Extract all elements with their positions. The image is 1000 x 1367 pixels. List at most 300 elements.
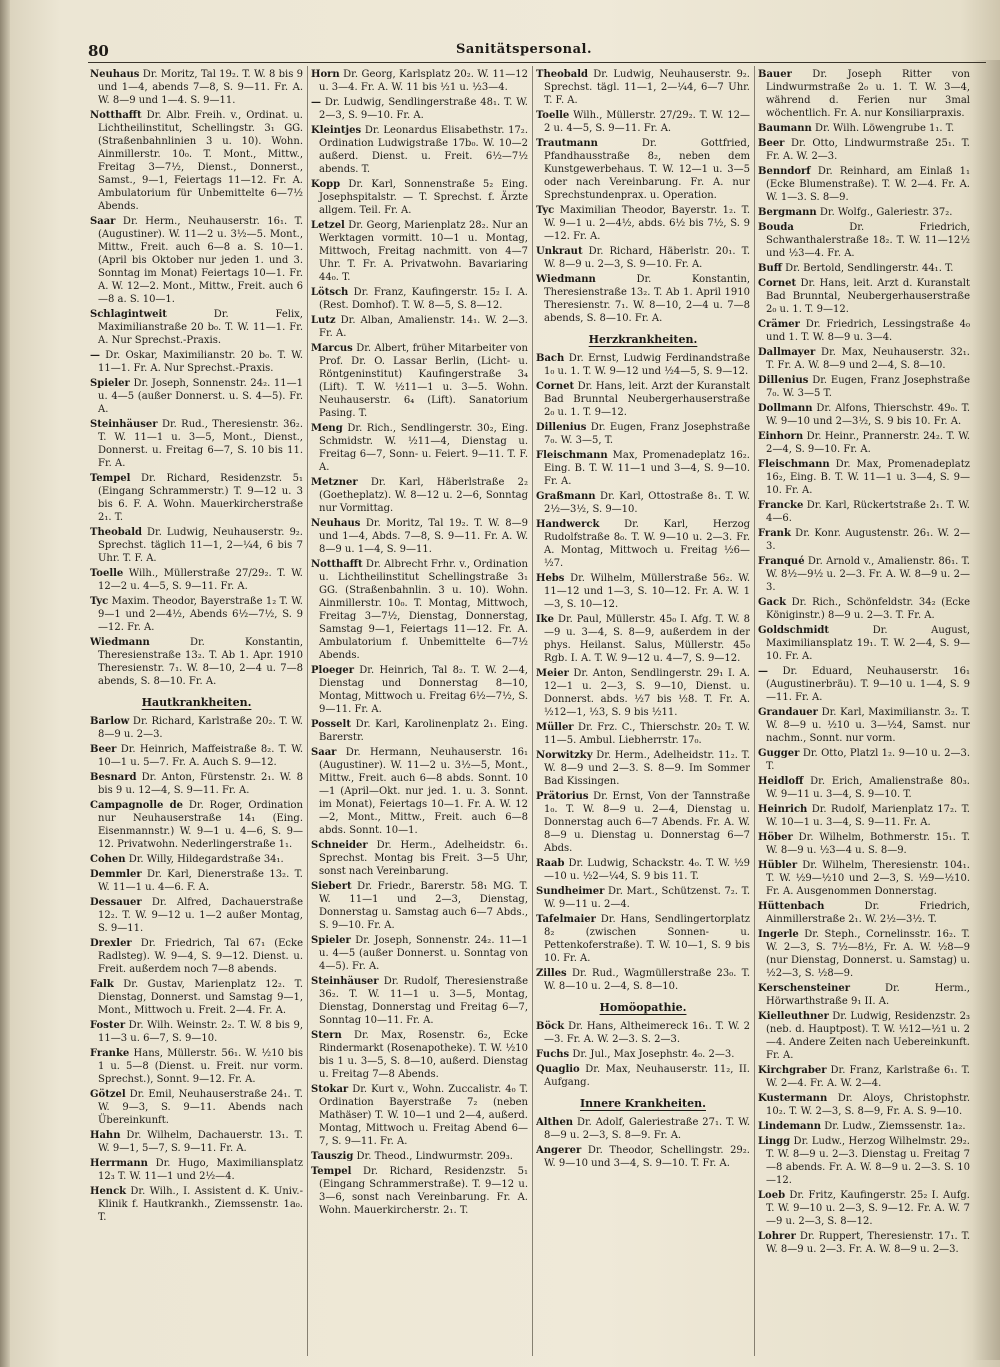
directory-entry — [536, 109, 750, 135]
entry-details: Dr. Bertold, Sendlingerstr. 44₁. T. — [785, 263, 954, 274]
entry-name: Fuchs — [536, 1049, 570, 1060]
directory-entry — [90, 472, 303, 524]
entry-name: Franke — [90, 1048, 130, 1059]
entry-name: Toelle — [90, 568, 124, 579]
entry-name: Frank — [758, 528, 791, 539]
entry-name: Beer — [90, 744, 117, 755]
entry-details: Dr. Emil, Neuhauserstraße 24₁. T. W. 9—3, S. 9—11. Abends nach Übereinkunft. — [98, 1089, 303, 1126]
entry-name: Quaglio — [536, 1064, 580, 1075]
entry-details: Dr. Paul, Müllerstr. 45₀ I. Afg. T. W. 8—9 u. 3—4, S. 8—9, außerdem in der phys. Heilanst. Salus, Müllerstr. 45₀ Rgb. I. A. T. W. 9—12 u. 4—7, S. 9—12. — [544, 614, 750, 664]
directory-entry — [90, 1157, 303, 1183]
entry-details: Dr. Friedrich, Tal 67₁ (Ecke Radlsteg). W. 9—4, S. 9—12. Dienst. u. Freit. außerdem noch 7—8 abends. — [98, 938, 303, 975]
entry-name: Kirchgraber — [758, 1065, 827, 1076]
column-4 — [758, 68, 970, 1358]
entry-details: Dr. Max, Neuhauserstr. 32₁. T. Fr. A. W. 8—9 und 2—4, S. 8—10. — [766, 347, 970, 371]
entry-details: Dr. Theodor, Schellingstr. 29₂. W. 9—10 und 3—4, S. 9—10. T. Fr. A. — [544, 1145, 750, 1169]
entry-name: Steinhäuser — [311, 976, 379, 987]
entry-name: Dillenius — [536, 422, 587, 433]
entry-name: Tempel — [311, 1166, 352, 1177]
directory-entry — [536, 1144, 750, 1170]
directory-entry — [536, 749, 750, 788]
entry-details: Dr. Fritz, Kaufingerstr. 25₂ I. Aufg. T. W. 9—10 u. 2—3, S. 9—12. Fr. A. W. 7—9 u. 2—3, S. 8—12. — [766, 1190, 970, 1227]
entry-name: Henck — [90, 1186, 127, 1197]
entry-details: Dr. Anton, Sendlingerstr. 29₁ I. A. 12—1 u. 2—3, S. 9—10, Dienst. u. Donnerst. abds. ½7 bis ½8. T. Fr. A. ½12—1, ½3, S. 9 bis ½11. — [544, 668, 750, 718]
entry-details: Dr. Wilh. Löwengrube 1₁. T. — [815, 123, 955, 134]
entry-name: Barlow — [90, 716, 130, 727]
entry-details: Dr. Ludwig, Neuhauserstr. 9₂. Sprechst. tägl. 11—1, 2—¼4, 6—7 Uhr. T. F. A. — [544, 69, 750, 106]
entry-name: Toelle — [536, 110, 570, 121]
entry-name: Bach — [536, 353, 565, 364]
directory-entry — [758, 68, 970, 120]
entry-details: Dr. Steph., Cornelinsstr. 16₂. T. W. 2—3, S. 7½—8½, Fr. A. W. ½8—9 (nur Dienstag, Donnerst. u. Samstag) u. ½2—3, S. ½8—9. — [766, 929, 970, 979]
directory-entry — [758, 596, 970, 622]
entry-name: Wiedmann — [536, 274, 596, 285]
entry-name: — — [311, 97, 321, 108]
entry-details: Dr. Jul., Max Josephstr. 4₀. 2—3. — [572, 1049, 735, 1060]
entry-name: Heidloff — [758, 776, 804, 787]
directory-entry — [311, 422, 528, 474]
directory-entry — [758, 775, 970, 801]
directory-entry — [536, 667, 750, 719]
directory-entry — [536, 1116, 750, 1142]
directory-entry — [90, 1047, 303, 1086]
entry-name: Prätorius — [536, 791, 589, 802]
entry-details: Dr. Rich., Sendlingerstr. 30₂, Eing. Schmidstr. W. ½11—4, Dienstag u. Freitag 6—7, Sonn- u. Feiert. 9—11. T. F. A. — [319, 423, 528, 473]
entry-name: Besnard — [90, 772, 137, 783]
entry-name: Stokar — [311, 1084, 349, 1095]
entry-details: Dr. Herm., Hörwarthstraße 9₁ II. A. — [766, 983, 970, 1007]
directory-entry — [758, 555, 970, 594]
directory-entry — [758, 527, 970, 553]
entry-name: Lindemann — [758, 1121, 822, 1132]
entry-name: Letzel — [311, 220, 345, 231]
entry-name: Lingg — [758, 1136, 791, 1147]
directory-entry — [90, 567, 303, 593]
entry-details: Dr. Konstantin, Theresienstraße 13₂. T. Ab 1. April 1910 Theresienstr. 7₁. W. 8—10, 2—4 u. 7—8 abends, S. 8—10. Fr. A. — [544, 274, 750, 324]
directory-entry — [758, 706, 970, 745]
entry-name: Schneider — [311, 840, 368, 851]
entry-details: Dr. Albr. Freih. v., Ordinat. u. Lichtheilinstitut, Schellingstr. 3₁ GG. (Straßenbahnlinien 3 u. 10). Wohn. Ainmillerstr. 10₀. T. Mont., Mittw., Freitag 3—7½, Dienst., Donnerst., Samst., 9—1, Feiertags 11—12. Fr. A. Ambulatorium für Unbemittelte 6—7½ Abends. — [98, 110, 303, 212]
directory-entry — [90, 799, 303, 851]
entry-details: Dr. Rudolf, Theresienstraße 36₂. T. W. 11—1 u. 3—5, Montag, Dienstag, Donnerstag und Freitag 6—7, Sonntag 10—11. Fr. A. — [319, 976, 528, 1026]
entry-details: Dr. Herm., Adelheidstr. 11₂. T. W. 8—9 und 2—3. S. 8—9. Im Sommer Bad Kissingen. — [544, 750, 750, 787]
entry-details: Dr. Richard, Karlstraße 20₂. T. W. 8—9 u. 2—3. — [98, 716, 303, 740]
entry-name: Böck — [536, 1021, 565, 1032]
entry-details: Maxim. Theodor, Bayerstraße 1₂ T. W. 9—1 und 2—4½, Abends 6½—7½, S. 9—12. Fr. A. — [98, 596, 303, 633]
entry-details: Dr. Max, Neuhauserstr. 11₂, II. Aufgang. — [544, 1064, 750, 1088]
entry-name: Posselt — [311, 719, 351, 730]
directory-entry — [758, 499, 970, 525]
entry-name: Bauer — [758, 69, 792, 80]
entry-name: Lutz — [311, 315, 336, 326]
directory-entry — [90, 595, 303, 634]
entry-name: Tyc — [536, 205, 555, 216]
directory-entry — [311, 880, 528, 932]
section-heading: Homöopathie. — [599, 1001, 687, 1014]
directory-entry — [311, 124, 528, 176]
entry-name: Althen — [536, 1117, 574, 1128]
directory-entry — [758, 982, 970, 1008]
entry-details: Dr. Ludwig, Sendlingerstraße 48₁. T. W. 2—3, S. 9—10. Fr. A. — [319, 97, 528, 121]
entry-details: Dr. Wilhelm, Müllerstraße 56₂. W. 11—12 und 1—3, S. 10—12. Fr. A. W. 1—3, S. 10—12. — [544, 573, 750, 610]
entry-name: Wiedmann — [90, 637, 150, 648]
directory-entry — [758, 624, 970, 663]
entry-name: Siebert — [311, 881, 352, 892]
entry-details: Dr. Arnold v., Amalienstr. 86₁. T. W. 8½—9½ u. 2—3. Fr. A. W. 8—9 u. 2—3. — [766, 556, 970, 593]
entry-details: Dr. Karl, Rückertstraße 2₁. T. W. 4—6. — [766, 500, 970, 524]
entry-name: Marcus — [311, 343, 353, 354]
page-gutter — [0, 0, 10, 1367]
entry-name: Sundheimer — [536, 886, 605, 897]
directory-entry — [311, 286, 528, 312]
entry-details: Dr. Hans, leit. Arzt d. Kuranstalt Bad Brunntal, Neubergerhauserstraße 2₀ u. 1. T. 9—12. — [766, 278, 970, 315]
entry-details: Dr. Leonardus Elisabethstr. 17₂. Ordination Ludwigstraße 17b₀. W. 10—2 außerd. Dienst. u. Freit. 6½—7½ abends. T. — [319, 125, 528, 175]
directory-entry — [536, 449, 750, 488]
directory-entry — [758, 458, 970, 497]
entry-details: Dr. Karl, Dienerstraße 13₂. T. W. 11—1 u. 4—6. F. A. — [98, 869, 303, 893]
directory-entry — [311, 476, 528, 515]
entry-details: Dr. Aloys, Christophstr. 10₂. T. W. 2—3, S. 8—9, Fr. A. S. 9—10. — [766, 1093, 970, 1117]
entry-details: Dr. Georg, Karlsplatz 20₂. W. 11—12 u. 3—4. Fr. A. W. 11 bis ½1 u. ½3—4. — [319, 69, 528, 93]
directory-entry — [758, 928, 970, 980]
entry-details: Dr. Albert, früher Mitarbeiter von Prof. Dr. O. Lassar Berlin, (Licht- u. Röntgeninstitut) Kaufingerstraße 3₄ (Lift). T. W. ½11—1 u. 3—5. Wohn. Neuhauserstr. 6₄ (Lift). Sanatorium Pasing. T. — [319, 343, 528, 419]
directory-entry — [311, 1083, 528, 1148]
entry-details: Dr. Friedrich, Ainmillerstraße 2₁. W. 2½—3½. T. — [766, 901, 970, 925]
entry-name: Schlagintweit — [90, 309, 167, 320]
entry-name: Götzel — [90, 1089, 126, 1100]
entry-details: Dr. Willy, Hildegardstraße 34₁. — [128, 854, 284, 865]
directory-entry — [90, 937, 303, 976]
entry-details: Dr. Herm., Adelheidstr. 6₁. Sprechst. Montag bis Freit. 3—5 Uhr, sonst nach Vereinbarung. — [319, 840, 528, 877]
directory-entry — [90, 308, 303, 347]
entry-name: Beer — [758, 138, 785, 149]
directory-entry — [758, 1135, 970, 1187]
entry-details: Dr. Ernst, Ludwig Ferdinandstraße 1₀ u. 1. T. W. 9—12 und ½4—5, S. 9—12. — [544, 353, 750, 377]
directory-entry — [536, 572, 750, 611]
directory-entry — [758, 1092, 970, 1118]
entry-name: Drexler — [90, 938, 132, 949]
entry-name: Saar — [90, 216, 116, 227]
entry-details: Dr. Alfons, Thierschstr. 49₀. T. W. 9—10 und 2—3½, S. 9 bis 10. Fr. A. — [766, 403, 970, 427]
entry-name: Theobald — [536, 69, 589, 80]
entry-name: Ingerle — [758, 929, 799, 940]
entry-details: Dr. Karl, Karolinenplatz 2₁. Eing. Barerstr. — [319, 719, 528, 743]
directory-entry — [536, 721, 750, 747]
entry-name: Bergmann — [758, 207, 817, 218]
directory-entry — [311, 664, 528, 716]
directory-entry — [758, 859, 970, 898]
entry-details: Dr. August, Maximiliansplatz 19₁. T. W. 2—4, S. 9—10. Fr. A. — [766, 625, 970, 662]
entry-details: Dr. Karl, Herzog Rudolfstraße 8₀. T. W. 9—10 u. 2—3. Fr. A. Montag, Mittwoch u. Freitag ½6—½7. — [544, 519, 750, 569]
directory-entry — [536, 518, 750, 570]
entry-details: Wilh., Müllerstraße 27/29₂. T. W. 12—2 u. 4—5, S. 9—11. Fr. A. — [98, 568, 303, 592]
directory-entry — [758, 221, 970, 260]
directory-entry — [758, 277, 970, 316]
entry-details: Dr. Rudolf, Marienplatz 17₂. T. W. 10—1 u. 3—4, S. 9—11. Fr. A. — [766, 804, 970, 828]
entry-name: Graßmann — [536, 491, 596, 502]
entry-details: Dr. Eugen, Franz Josephstraße 7₀. W. 3—5 T. — [766, 375, 970, 399]
directory-entry — [311, 342, 528, 420]
entry-details: Dr. Karl, Ottostraße 8₁. T. W. 2½—3½, S. 9—10. — [544, 491, 750, 515]
directory-entry — [758, 430, 970, 456]
directory-entry — [536, 885, 750, 911]
entry-name: Hahn — [90, 1130, 121, 1141]
entry-name: Meier — [536, 668, 569, 679]
directory-entry — [758, 1230, 970, 1256]
entry-name: Tafelmaier — [536, 914, 596, 925]
entry-name: Dollmann — [758, 403, 813, 414]
entry-name: — — [90, 350, 100, 361]
entry-details: Dr. Wilhelm, Bothmerstr. 15₁. T. W. 8—9 u. ½3—4 u. S. 8—9. — [766, 832, 970, 856]
directory-entry — [90, 1129, 303, 1155]
entry-details: Dr. Roger, Ordination nur Neuhauserstraße 14₁ (Eing. Eisenmannstr.) W. 9—1 u. 4—6, S. 9—12. Privatwohn. Nederlingerstraße 1₁. — [98, 800, 303, 850]
entry-name: Einhorn — [758, 431, 804, 442]
entry-name: Crämer — [758, 319, 800, 330]
directory-entry — [311, 718, 528, 744]
entry-name: Cohen — [90, 854, 126, 865]
directory-entry — [90, 349, 303, 375]
entry-name: Zilles — [536, 968, 567, 979]
entry-name: Fleischmann — [758, 459, 830, 470]
entry-name: Spieler — [90, 378, 130, 389]
directory-entry — [311, 178, 528, 217]
entry-details: Dr. Karl, Sonnenstraße 5₂ Eing. Josephspitalstr. — T. Sprechst. f. Ärzte allgem. Teil. Fr. A. — [319, 179, 528, 216]
entry-name: Neuhaus — [90, 69, 140, 80]
entry-name: Steinhäuser — [90, 419, 158, 430]
directory-entry — [90, 1019, 303, 1045]
entry-details: Dr. Ludwig, Residenzstr. 2₃ (neb. d. Hauptpost). T. W. ½12—½1 u. 2—4. Andere Zeiten nach Uebereinkunft. Fr. A. — [766, 1011, 970, 1061]
directory-entry — [536, 421, 750, 447]
entry-name: Ploeger — [311, 665, 354, 676]
entry-details: Dr. Max, Rosenstr. 6₂, Ecke Rindermarkt (Rosenapotheke). T. W. ½10 bis 1 u. 3—5, S. 8—10, außerd. Dienstag u. Freitag 7—8 Abends. — [319, 1030, 528, 1080]
entry-name: Falk — [90, 979, 114, 990]
directory-entry — [758, 262, 970, 275]
directory-entry — [311, 1150, 528, 1163]
directory-entry — [536, 1048, 750, 1061]
entry-details: Hans, Müllerstr. 56₁. W. ½10 bis 1 u. 5—8 (Dienst. u. Freit. nur vorm. Sprechst.), Sonnt. 9—12. Fr. A. — [98, 1048, 303, 1085]
entry-details: Max, Promenadeplatz 16₂. Eing. B. T. W. 11—1 und 3—4, S. 9—10. Fr. A. — [544, 450, 750, 487]
directory-entry — [311, 975, 528, 1027]
directory-entry — [758, 346, 970, 372]
entry-name: Hebs — [536, 573, 565, 584]
entry-details: Dr. Konstantin, Theresienstraße 13₂. T. Ab 1. Apr. 1910 Theresienstr. 7₁. W. 8—10, 2—4 u. 7—8 abends, S. 8—10. Fr. A. — [98, 637, 303, 687]
directory-entry — [90, 743, 303, 769]
entry-details: Dr. Ludw., Ziemssenstr. 1a₂. — [824, 1121, 966, 1132]
entry-details: Dr. Rud., Wagmüllerstraße 23₀. T. W. 8—10 u. 2—4, S. 8—10. — [544, 968, 750, 992]
directory-entry — [90, 68, 303, 107]
directory-entry — [90, 771, 303, 797]
directory-entry — [758, 1010, 970, 1062]
entry-name: Tyc — [90, 596, 109, 607]
directory-entry — [90, 868, 303, 894]
entry-name: Theobald — [90, 527, 143, 538]
entry-name: Höber — [758, 832, 793, 843]
entry-details: Dr. Wilhelm, Theresienstr. 104₁. T. W. ½9—½10 und 2—3, S. ½9—½10. Fr. A. Ausgenommen Donnerstag. — [766, 860, 970, 897]
directory-entry — [311, 517, 528, 556]
entry-name: Saar — [311, 747, 337, 758]
entry-name: Tempel — [90, 473, 131, 484]
entry-details: Dr. Karl, Häberlstraße 2₂ (Goetheplatz). W. 8—12 u. 2—6, Sonntag nur Vormittag. — [319, 477, 528, 514]
directory-entry — [90, 526, 303, 565]
entry-details: Dr. Hugo, Maximiliansplatz 12₃ T. W. 11—1 und 2½—4. — [98, 1158, 303, 1182]
entry-name: Trautmann — [536, 138, 598, 149]
entry-name: Foster — [90, 1020, 126, 1031]
directory-entry — [536, 245, 750, 271]
entry-details: Dr. Max, Promenadeplatz 16₂, Eing. B. T. W. 11—1 u. 3—4, S. 9—10. Fr. A. — [766, 459, 970, 496]
directory-entry — [758, 831, 970, 857]
entry-details: Dr. Wilh., I. Assistent d. K. Univ.-Klinik f. Hautkrankh., Ziemssenstr. 1a₀. T. — [98, 1186, 303, 1223]
column-divider — [307, 66, 308, 1356]
directory-entry — [758, 318, 970, 344]
entry-details: Dr. Georg, Marienplatz 28₂. Nur an Werktagen vormitt. 10—1 u. Montag, Mittwoch, Freitag nachmitt. von 4—7 Uhr. T. Fr. A. Privatwohn. Bavariaring 44₀. T. — [319, 220, 528, 283]
entry-name: Lohrer — [758, 1231, 796, 1242]
entry-details: Dr. Eugen, Franz Josephstraße 7₀. W. 3—5, T. — [544, 422, 750, 446]
directory-entry — [90, 636, 303, 688]
entry-name: Cornet — [758, 278, 797, 289]
directory-entry — [758, 1064, 970, 1090]
entry-details: Dr. Rich., Schönfeldstr. 34₂ (Ecke Königinstr.) 8—9 u. 2—3. T. Fr. A. — [766, 597, 970, 621]
entry-details: Dr. Ludwig, Neuhauserstr. 9₂. Sprechst. täglich 11—1, 2—¼4, 6 bis 7 Uhr. T. F. A. — [98, 527, 303, 564]
entry-details: Dr. Otto, Lindwurmstraße 25₁. T. Fr. A. W. 2—3. — [766, 138, 970, 162]
entry-name: Dillenius — [758, 375, 809, 386]
directory-entry — [311, 1029, 528, 1081]
entry-details: Dr. Heinr., Prannerstr. 24₂. T. W. 2—4, S. 9—10. Fr. A. — [766, 431, 970, 455]
entry-details: Dr. Wolfg., Galeriestr. 37₂. — [819, 207, 953, 218]
entry-name: Kopp — [311, 179, 341, 190]
directory-entry — [311, 934, 528, 973]
entry-name: Goldschmidt — [758, 625, 829, 636]
entry-name: Hüttenbach — [758, 901, 825, 912]
directory-entry — [536, 490, 750, 516]
entry-name: Kustermann — [758, 1093, 828, 1104]
entry-name: Angerer — [536, 1145, 582, 1156]
entry-details: Dr. Hans, leit. Arzt der Kuranstalt Bad Brunntal Neubergerhauserstraße 2₀ u. 1. T. 9—12. — [544, 381, 750, 418]
entry-name: Norwitzky — [536, 750, 593, 761]
page-number: 80 — [88, 42, 109, 60]
entry-name: Bouda — [758, 222, 794, 233]
entry-name: Gack — [758, 597, 787, 608]
entry-details: Dr. Moritz, Tal 19₂. T. W. 8 bis 9 und 1—4, abends 7—8, S. 9—11. Fr. A. W. 8—9 und 1—4. S. 9—11. — [98, 69, 303, 106]
section-heading: Herzkrankheiten. — [588, 333, 698, 346]
section-heading: Hautkrankheiten. — [141, 696, 252, 709]
directory-entry — [536, 1063, 750, 1089]
entry-details: Dr. Wilh. Weinstr. 2₂. T. W. 8 bis 9, 11—3 u. 6—7, S. 9—10. — [98, 1020, 303, 1044]
entry-name: Neuhaus — [311, 518, 361, 529]
entry-name: Franqué — [758, 556, 805, 567]
directory-entry — [536, 137, 750, 202]
directory-entry — [758, 165, 970, 204]
entry-details: Dr. Kurt v., Wohn. Zuccalistr. 4₀ T. Ordination Bayerstraße 7₂ (neben Mathäser) T. W. 10—1 und 2—4, außerd. Montag, Mittwoch u. Freitag Abend 6—7, S. 9—11. Fr. A. — [319, 1084, 528, 1147]
entry-name: Handwerck — [536, 519, 600, 530]
entry-name: Dallmayer — [758, 347, 816, 358]
entry-name: — — [758, 666, 768, 677]
directory-entry — [90, 1185, 303, 1224]
entry-details: Dr. Franz, Kaufingerstr. 15₂ I. A. (Rest. Domhof). T. W. 8—5, S. 8—12. — [319, 287, 528, 311]
directory-entry — [311, 839, 528, 878]
entry-name: Spieler — [311, 935, 351, 946]
entry-details: Dr. Joseph Ritter von Lindwurmstraße 2₀ u. 1. T. W. 3—4, während d. Ferien nur 3mal wöchentlich. Fr. A. nur Konsiliarpraxis. — [766, 69, 970, 119]
entry-details: Dr. Ernst, Von der Tannstraße 1₀. T. W. 8—9 u. 2—4, Dienstag u. Donnerstag auch 6—7 Abends. Fr. A. W. 8—9 u. Dienstag u. Donnerstag 6—7 Abds. — [544, 791, 750, 854]
column-divider — [532, 66, 533, 1356]
entry-details: Dr. Hermann, Neuhauserstr. 16₁ (Augustiner). W. 11—2 u. 3½—5, Mont., Mittw., Freit. auch 6—8 abds. Sonnt. 10—1 (April—Okt. nur jed. 1. u. 3. Sonnt. im Monat), Feiertags 10—1. Fr. A. W. 12—2, Mont., Mittw., Freit. auch 6—8 abds. Sonnt. 10—1. — [319, 747, 528, 836]
directory-entry — [758, 206, 970, 219]
directory-entry — [90, 978, 303, 1017]
entry-name: Hübler — [758, 860, 798, 871]
directory-entry — [311, 68, 528, 94]
directory-entry — [758, 803, 970, 829]
entry-details: Dr. Ludw., Herzog Wilhelmstr. 29₂. T. W. 8—9 u. 2—3. Dienstag u. Freitag 7—8 abends. Fr. A. W. 8—9 u. 2—3. S. 10—12. — [766, 1136, 970, 1186]
entry-details: Dr. Eduard, Neuhauserstr. 16₁ (Augustinerbräu). T. 9—10 u. 1—4, S. 9—11. Fr. A. — [766, 666, 970, 703]
entry-name: Gugger — [758, 748, 800, 759]
entry-name: Baumann — [758, 123, 812, 134]
directory-entry — [758, 900, 970, 926]
directory-entry — [758, 137, 970, 163]
entry-details: Dr. Moritz, Tal 19₂. T. W. 8—9 und 1—4, Abds. 7—8, S. 9—11. Fr. A. W. 8—9 u. 1—4, S. 9—11. — [319, 518, 528, 555]
entry-name: Metzner — [311, 477, 358, 488]
directory-entry — [536, 352, 750, 378]
entry-name: Tauszig — [311, 1151, 354, 1162]
column-2 — [311, 68, 528, 1358]
entry-details: Dr. Adolf, Galeriestraße 27₁. T. W. 8—9 u. 2—3, S. 8—9. Fr. A. — [544, 1117, 750, 1141]
entry-details: Dr. Felix, Maximilianstraße 20 b₀. T. W. 11—1. Fr. A. Nur Sprechst.-Praxis. — [98, 309, 303, 346]
entry-details: Dr. Franz, Karlstraße 6₁. T. W. 2—4. Fr. A. W. 2—4. — [766, 1065, 970, 1089]
entry-name: Herrmann — [90, 1158, 148, 1169]
entry-details: Dr. Richard, Häberlstr. 20₁. T. W. 8—9 u. 2—3, S. 9—10. Fr. A. — [544, 246, 750, 270]
directory-entry — [90, 418, 303, 470]
entry-details: Dr. Alban, Amalienstr. 14₁. W. 2—3. Fr. A. — [319, 315, 528, 339]
page-edge-shadow — [972, 60, 1000, 1360]
page-header — [88, 42, 960, 64]
directory-entry — [90, 109, 303, 213]
directory-entry — [311, 746, 528, 837]
entry-name: Kerschensteiner — [758, 983, 851, 994]
entry-name: Stern — [311, 1030, 342, 1041]
directory-entry — [311, 314, 528, 340]
entry-details: Dr. Heinrich, Maffeistraße 8₂. T. W. 10—1 u. 5—7. Fr. A. Auch S. 9—12. — [98, 744, 303, 768]
directory-entry — [90, 377, 303, 416]
entry-details: Dr. Friedr., Barerstr. 58₁ MG. T. W. 11—1 und 2—3, Dienstag, Donnerstag u. Samstag auch 6—7 Abds., S. 9—10. Fr. A. — [319, 881, 528, 931]
directory-entry — [536, 613, 750, 665]
entry-details: Dr. Mart., Schützenst. 7₂. T. W. 9—11 u. 2—4. — [544, 886, 750, 910]
entry-name: Meng — [311, 423, 343, 434]
directory-entry — [536, 68, 750, 107]
section-heading: Innere Krankheiten. — [580, 1097, 706, 1110]
entry-name: Müller — [536, 722, 574, 733]
directory-entry — [311, 219, 528, 284]
directory-entry — [758, 747, 970, 773]
entry-details: Dr. Wilhelm, Dachauerstr. 13₁. T. W. 9—1, 5—7, S. 9—11. Fr. A. — [98, 1130, 303, 1154]
entry-name: Notthafft — [90, 110, 142, 121]
directory-entry — [758, 122, 970, 135]
entry-name: Notthafft — [311, 559, 363, 570]
entry-details: Maximilian Theodor, Bayerstr. 1₂. T. W. 9—1 u. 2—4½, abds. 6½ bis 7½, S. 9—12. Fr. A. — [544, 205, 750, 242]
entry-details: Dr. Oskar, Maximilianstr. 20 b₀. T. W. 11—1. Fr. A. Nur Sprechst.-Praxis. — [98, 350, 303, 374]
directory-entry — [758, 665, 970, 704]
entry-details: Dr. Frz. C., Thierschstr. 20₂ T. W. 11—5. Ambul. Liebherrstr. 17₀. — [544, 722, 750, 746]
directory-entry — [536, 273, 750, 325]
entry-name: Buff — [758, 263, 782, 274]
column-3 — [536, 68, 750, 1358]
entry-name: Raab — [536, 858, 565, 869]
directory-entry — [311, 96, 528, 122]
directory-entry — [311, 558, 528, 662]
directory-entry — [758, 1189, 970, 1228]
column-divider — [754, 66, 755, 1356]
entry-details: Dr. Albrecht Frhr. v., Ordination u. Lichtheilinstitut Schellingstraße 3₁ GG. (Straßenbahnlin. 3 u. 10). Wohn. Ainmillerstr. 10₀. T. Montag, Mittwoch, Freitag 3—7½, Dienstag, Donnerstag, Samstag 9—1, Feiertags 11—12. Fr. A. Ambulatorium f. Unbemittelte 6—7½ Abends. — [319, 559, 528, 661]
directory-entry — [311, 1165, 528, 1217]
directory-entry — [536, 1020, 750, 1046]
directory-entry — [536, 204, 750, 243]
